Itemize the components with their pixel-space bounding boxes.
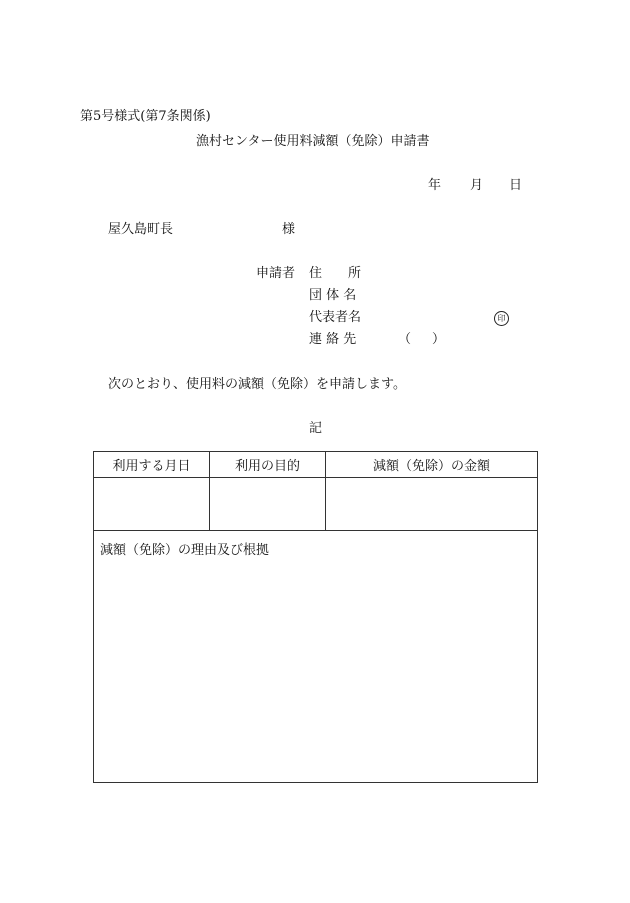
reason-cell[interactable] bbox=[94, 531, 538, 783]
seal-mark bbox=[494, 310, 509, 326]
phone-paren-open: （ bbox=[398, 332, 412, 347]
form-title: 漁村センター使用料減額（免除）申請書 bbox=[196, 134, 430, 149]
usage-date-cell[interactable] bbox=[94, 478, 210, 531]
form-number: 第5号様式(第7条関係) bbox=[80, 109, 211, 124]
date-month: 月 bbox=[470, 178, 484, 193]
phone-paren-close: ） bbox=[432, 332, 446, 347]
reason-label: 減額（免除）の理由及び根拠 bbox=[100, 543, 270, 558]
organization-label: 団 体 名 bbox=[309, 288, 357, 303]
representative-label: 代表者名 bbox=[309, 310, 362, 325]
seal-symbol: 印 bbox=[494, 311, 509, 326]
header-usage-date: 利用する月日 bbox=[94, 452, 210, 478]
application-table bbox=[93, 451, 538, 783]
reduction-amount-cell[interactable] bbox=[326, 478, 538, 531]
address-label: 住 所 bbox=[309, 266, 362, 281]
header-usage-purpose: 利用の目的 bbox=[210, 452, 326, 478]
contact-label: 連 絡 先 bbox=[309, 332, 357, 347]
date-day: 日 bbox=[509, 178, 523, 193]
table-header-row bbox=[94, 452, 538, 478]
addressee-name: 屋久島町長 bbox=[108, 222, 174, 237]
date-year: 年 bbox=[428, 178, 442, 193]
usage-purpose-cell[interactable] bbox=[210, 478, 326, 531]
header-reduction-amount: 減額（免除）の金額 bbox=[326, 452, 538, 478]
table-entry-row bbox=[94, 478, 538, 531]
table-reason-row bbox=[94, 531, 538, 783]
applicant-heading: 申請者 bbox=[256, 266, 296, 281]
note-heading: 記 bbox=[309, 421, 323, 436]
addressee-honorific: 様 bbox=[282, 222, 296, 237]
application-statement: 次のとおり、使用料の減額（免除）を申請します。 bbox=[108, 377, 406, 392]
